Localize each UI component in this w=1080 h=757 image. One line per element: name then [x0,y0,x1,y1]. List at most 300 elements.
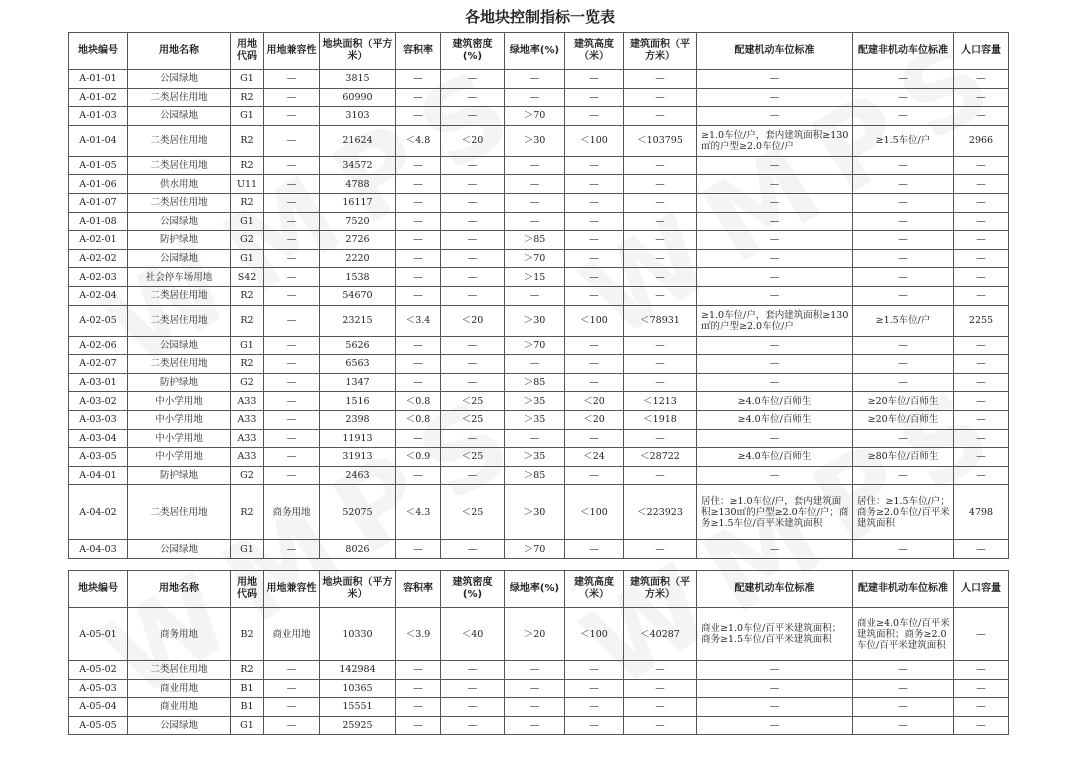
header-row [69,571,1009,608]
cell-green-ratio: — [505,286,565,305]
cell-population: — [954,410,1009,429]
table-row [69,336,1009,355]
cell-building-height: — [565,193,624,212]
cell-land-compat: — [264,410,320,429]
cell-floor-area: ＜103795 [624,125,697,156]
cell-far: — [396,107,441,126]
cell-floor-area: — [624,88,697,107]
cell-far: — [396,540,441,559]
cell-plot-area: 25925 [320,716,396,735]
cell-bike-parking: — [853,107,954,126]
cell-population: 2255 [954,305,1009,336]
cell-building-density: ＜25 [441,410,505,429]
cell-population: — [954,716,1009,735]
table-row [69,193,1009,212]
cell-population: — [954,679,1009,698]
cell-building-height: — [565,679,624,698]
cell-plot-area: 142984 [320,661,396,680]
cell-land-code: R2 [231,661,264,680]
cell-plot-id: A-02-06 [69,336,128,355]
cell-building-height: — [565,286,624,305]
table-row [69,175,1009,194]
cell-land-compat: — [264,88,320,107]
cell-population: — [954,429,1009,448]
cell-land-code: A33 [231,410,264,429]
cell-population: — [954,698,1009,717]
header-plot-id: 地块编号 [69,571,128,608]
cell-building-density: ＜25 [441,392,505,411]
header-bike-parking: 配建非机动车位标准 [853,571,954,608]
cell-population: — [954,70,1009,89]
cell-floor-area: — [624,286,697,305]
cell-floor-area: ＜223923 [624,485,697,540]
cell-motor-parking: — [697,156,853,175]
cell-motor-parking: — [697,268,853,287]
cell-plot-area: 34572 [320,156,396,175]
cell-building-height: ＜100 [565,608,624,661]
cell-building-density: — [441,716,505,735]
cell-land-name: 供水用地 [128,175,231,194]
cell-bike-parking: — [853,231,954,250]
table-row [69,679,1009,698]
cell-plot-area: 1516 [320,392,396,411]
cell-plot-id: A-04-03 [69,540,128,559]
cell-plot-area: 3815 [320,70,396,89]
cell-population: — [954,466,1009,485]
cell-bike-parking: 居住：≥1.5车位/户；商务≥2.0车位/百平米建筑面积 [853,485,954,540]
cell-floor-area: — [624,540,697,559]
cell-land-name: 中小学用地 [128,429,231,448]
cell-plot-id: A-01-01 [69,70,128,89]
cell-far: — [396,679,441,698]
header-building-density: 建筑密度(%) [441,33,505,70]
cell-land-code: R2 [231,355,264,374]
cell-land-compat: — [264,268,320,287]
cell-green-ratio: ＞35 [505,392,565,411]
cell-land-name: 中小学用地 [128,392,231,411]
cell-plot-area: 1538 [320,268,396,287]
cell-motor-parking: — [697,107,853,126]
cell-land-compat: — [264,305,320,336]
cell-motor-parking: ≥4.0车位/百师生 [697,392,853,411]
cell-land-code: G1 [231,716,264,735]
cell-floor-area: — [624,466,697,485]
cell-floor-area: — [624,193,697,212]
table-row [69,716,1009,735]
cell-land-compat: — [264,193,320,212]
cell-far: — [396,193,441,212]
cell-motor-parking: — [697,373,853,392]
cell-bike-parking: — [853,286,954,305]
cell-floor-area: — [624,212,697,231]
cell-building-density: — [441,355,505,374]
table-row [69,429,1009,448]
cell-land-code: B1 [231,698,264,717]
cell-plot-area: 5626 [320,336,396,355]
cell-population: 2966 [954,125,1009,156]
cell-green-ratio: — [505,355,565,374]
cell-building-density: — [441,212,505,231]
cell-population: — [954,286,1009,305]
cell-green-ratio: ＞35 [505,410,565,429]
cell-land-name: 二类居住用地 [128,485,231,540]
cell-building-density: ＜20 [441,305,505,336]
cell-green-ratio: — [505,156,565,175]
cell-far: — [396,231,441,250]
cell-plot-id: A-03-04 [69,429,128,448]
cell-building-height: — [565,429,624,448]
cell-plot-id: A-02-07 [69,355,128,374]
cell-bike-parking: — [853,661,954,680]
table-row [69,305,1009,336]
cell-green-ratio: ＞30 [505,485,565,540]
cell-bike-parking: ≥20车位/百师生 [853,392,954,411]
cell-building-density: — [441,466,505,485]
header-land-code: 用地代码 [231,571,264,608]
cell-building-density: — [441,231,505,250]
cell-bike-parking: ≥80车位/百师生 [853,448,954,467]
header-plot-id: 地块编号 [69,33,128,70]
cell-floor-area: — [624,156,697,175]
cell-land-name: 公园绿地 [128,336,231,355]
cell-green-ratio: ＞85 [505,231,565,250]
cell-land-code: U11 [231,175,264,194]
cell-floor-area: — [624,175,697,194]
cell-plot-area: 23215 [320,305,396,336]
cell-population: — [954,392,1009,411]
cell-building-density: — [441,286,505,305]
cell-plot-area: 2463 [320,466,396,485]
cell-plot-id: A-02-01 [69,231,128,250]
table-row [69,485,1009,540]
cell-motor-parking: — [697,70,853,89]
cell-population: — [954,608,1009,661]
cell-land-code: R2 [231,485,264,540]
cell-plot-id: A-01-08 [69,212,128,231]
cell-plot-area: 10365 [320,679,396,698]
cell-plot-area: 1347 [320,373,396,392]
cell-floor-area: — [624,679,697,698]
cell-plot-area: 54670 [320,286,396,305]
cell-land-code: A33 [231,429,264,448]
cell-building-density: — [441,156,505,175]
cell-land-name: 二类居住用地 [128,355,231,374]
header-far: 容积率 [396,571,441,608]
cell-building-height: — [565,70,624,89]
header-plot-area: 地块面积（平方米） [320,571,396,608]
cell-plot-area: 11913 [320,429,396,448]
cell-plot-id: A-05-04 [69,698,128,717]
cell-land-name: 二类居住用地 [128,286,231,305]
cell-land-compat: — [264,156,320,175]
cell-land-code: G1 [231,212,264,231]
cell-plot-area: 15551 [320,698,396,717]
cell-building-height: ＜24 [565,448,624,467]
cell-population: — [954,336,1009,355]
cell-land-code: B1 [231,679,264,698]
cell-plot-id: A-03-02 [69,392,128,411]
cell-far: — [396,156,441,175]
cell-green-ratio: ＞15 [505,268,565,287]
cell-land-compat: — [264,175,320,194]
header-land-code: 用地代码 [231,33,264,70]
cell-building-density: — [441,698,505,717]
table-row [69,70,1009,89]
cell-land-code: G1 [231,107,264,126]
table-row [69,540,1009,559]
cell-plot-area: 3103 [320,107,396,126]
cell-plot-area: 21624 [320,125,396,156]
cell-motor-parking: — [697,175,853,194]
cell-land-name: 公园绿地 [128,540,231,559]
cell-bike-parking: — [853,249,954,268]
control-index-table [68,32,1009,559]
table-row [69,156,1009,175]
cell-land-code: R2 [231,125,264,156]
cell-floor-area: — [624,231,697,250]
cell-land-compat: — [264,355,320,374]
cell-green-ratio: ＞85 [505,373,565,392]
cell-land-name: 中小学用地 [128,448,231,467]
cell-population: — [954,249,1009,268]
cell-land-compat: — [264,107,320,126]
cell-motor-parking: — [697,88,853,107]
cell-far: — [396,698,441,717]
cell-land-compat: — [264,716,320,735]
cell-land-name: 防护绿地 [128,231,231,250]
cell-far: ＜4.8 [396,125,441,156]
cell-bike-parking: — [853,175,954,194]
cell-green-ratio: ＞85 [505,466,565,485]
cell-bike-parking: — [853,373,954,392]
cell-population: — [954,231,1009,250]
cell-plot-id: A-01-02 [69,88,128,107]
cell-building-density: — [441,88,505,107]
table-row [69,88,1009,107]
cell-floor-area: — [624,355,697,374]
cell-bike-parking: — [853,70,954,89]
cell-plot-area: 2220 [320,249,396,268]
cell-land-code: G1 [231,70,264,89]
cell-motor-parking: ≥4.0车位/百师生 [697,410,853,429]
cell-bike-parking: — [853,540,954,559]
table-row [69,448,1009,467]
cell-land-name: 社会停车场用地 [128,268,231,287]
cell-building-density: ＜25 [441,485,505,540]
cell-far: — [396,336,441,355]
cell-bike-parking: — [853,716,954,735]
header-land-name: 用地名称 [128,571,231,608]
cell-motor-parking: — [697,540,853,559]
cell-building-height: — [565,661,624,680]
table-row [69,231,1009,250]
cell-population: — [954,268,1009,287]
cell-land-name: 二类居住用地 [128,125,231,156]
cell-far: — [396,212,441,231]
cell-far: — [396,466,441,485]
cell-floor-area: — [624,70,697,89]
cell-green-ratio: — [505,193,565,212]
table-row [69,410,1009,429]
cell-plot-id: A-02-03 [69,268,128,287]
header-far: 容积率 [396,33,441,70]
cell-building-height: — [565,249,624,268]
cell-land-name: 商业用地 [128,698,231,717]
cell-land-name: 二类居住用地 [128,88,231,107]
cell-plot-id: A-04-01 [69,466,128,485]
cell-floor-area: ＜40287 [624,608,697,661]
cell-bike-parking: — [853,88,954,107]
cell-far: — [396,70,441,89]
cell-building-height: — [565,716,624,735]
cell-floor-area: — [624,107,697,126]
cell-far: — [396,661,441,680]
cell-population: — [954,373,1009,392]
table-row [69,125,1009,156]
cell-green-ratio: ＞70 [505,540,565,559]
cell-land-name: 公园绿地 [128,249,231,268]
table-row [69,608,1009,661]
cell-population: — [954,88,1009,107]
cell-land-compat: — [264,336,320,355]
cell-bike-parking: ≥1.5车位/户 [853,125,954,156]
cell-land-compat: — [264,231,320,250]
cell-motor-parking: — [697,193,853,212]
cell-far: — [396,429,441,448]
cell-land-code: B2 [231,608,264,661]
cell-bike-parking: — [853,156,954,175]
header-motor-parking: 配建机动车位标准 [697,571,853,608]
cell-land-compat: — [264,249,320,268]
cell-land-compat: — [264,125,320,156]
cell-bike-parking: — [853,679,954,698]
cell-building-density: — [441,249,505,268]
cell-plot-id: A-03-05 [69,448,128,467]
header-green-ratio: 绿地率(%) [505,33,565,70]
header-population: 人口容量 [954,571,1009,608]
cell-building-density: — [441,429,505,448]
cell-motor-parking: — [697,661,853,680]
cell-building-density: — [441,336,505,355]
cell-green-ratio: — [505,429,565,448]
cell-land-name: 中小学用地 [128,410,231,429]
table-row [69,661,1009,680]
cell-green-ratio: ＞70 [505,107,565,126]
cell-bike-parking: ≥1.5车位/户 [853,305,954,336]
cell-motor-parking: ≥1.0车位/户，套内建筑面积≥130㎡的户型≥2.0车位/户 [697,305,853,336]
cell-building-density: ＜25 [441,448,505,467]
cell-population: — [954,540,1009,559]
cell-far: ＜0.8 [396,392,441,411]
cell-population: — [954,661,1009,680]
cell-far: — [396,716,441,735]
header-bike-parking: 配建非机动车位标准 [853,33,954,70]
cell-green-ratio: ＞70 [505,336,565,355]
cell-building-height: — [565,373,624,392]
cell-building-height: — [565,540,624,559]
cell-floor-area: ＜1918 [624,410,697,429]
cell-green-ratio: — [505,212,565,231]
cell-floor-area: — [624,373,697,392]
header-land-name: 用地名称 [128,33,231,70]
cell-land-compat: — [264,70,320,89]
cell-far: ＜4.3 [396,485,441,540]
cell-bike-parking: — [853,268,954,287]
cell-far: — [396,249,441,268]
cell-plot-area: 10330 [320,608,396,661]
cell-land-name: 公园绿地 [128,212,231,231]
cell-land-code: S42 [231,268,264,287]
cell-plot-id: A-02-04 [69,286,128,305]
cell-motor-parking: — [697,212,853,231]
cell-plot-id: A-01-07 [69,193,128,212]
cell-land-code: G1 [231,336,264,355]
cell-land-name: 公园绿地 [128,70,231,89]
cell-motor-parking: 商业≥1.0车位/百平米建筑面积；商务≥1.5车位/百平米建筑面积 [697,608,853,661]
cell-building-height: ＜20 [565,392,624,411]
cell-motor-parking: ≥4.0车位/百师生 [697,448,853,467]
cell-building-density: — [441,373,505,392]
cell-far: ＜3.9 [396,608,441,661]
cell-building-density: — [441,107,505,126]
header-building-height: 建筑高度（米） [565,33,624,70]
cell-land-compat: — [264,448,320,467]
cell-green-ratio: ＞30 [505,125,565,156]
cell-floor-area: ＜28722 [624,448,697,467]
cell-building-height: — [565,336,624,355]
cell-building-height: — [565,355,624,374]
cell-green-ratio: — [505,716,565,735]
header-land-compat: 用地兼容性 [264,571,320,608]
header-motor-parking: 配建机动车位标准 [697,33,853,70]
cell-building-height: — [565,212,624,231]
table-row [69,373,1009,392]
header-floor-area: 建筑面积（平方米） [624,33,697,70]
cell-building-density: ＜20 [441,125,505,156]
control-index-table-continued [68,570,1009,735]
cell-plot-area: 4788 [320,175,396,194]
cell-plot-id: A-01-04 [69,125,128,156]
cell-land-name: 公园绿地 [128,107,231,126]
cell-green-ratio: — [505,88,565,107]
cell-building-density: — [441,661,505,680]
cell-bike-parking: ≥20车位/百师生 [853,410,954,429]
cell-plot-id: A-03-01 [69,373,128,392]
cell-population: — [954,448,1009,467]
cell-green-ratio: — [505,175,565,194]
cell-land-name: 公园绿地 [128,716,231,735]
table-row [69,392,1009,411]
cell-land-code: R2 [231,193,264,212]
cell-plot-id: A-04-02 [69,485,128,540]
cell-far: — [396,268,441,287]
cell-building-height: ＜100 [565,125,624,156]
cell-land-compat: — [264,212,320,231]
cell-green-ratio: ＞70 [505,249,565,268]
cell-land-code: A33 [231,448,264,467]
cell-plot-area: 31913 [320,448,396,467]
cell-bike-parking: 商业≥4.0车位/百平米建筑面积；商务≥2.0车位/百平米建筑面积 [853,608,954,661]
cell-plot-id: A-02-02 [69,249,128,268]
cell-land-compat: 商业用地 [264,608,320,661]
cell-green-ratio: — [505,661,565,680]
cell-land-compat: — [264,540,320,559]
cell-building-height: ＜20 [565,410,624,429]
cell-land-compat: — [264,392,320,411]
cell-building-density: — [441,70,505,89]
cell-plot-area: 16117 [320,193,396,212]
cell-far: ＜3.4 [396,305,441,336]
